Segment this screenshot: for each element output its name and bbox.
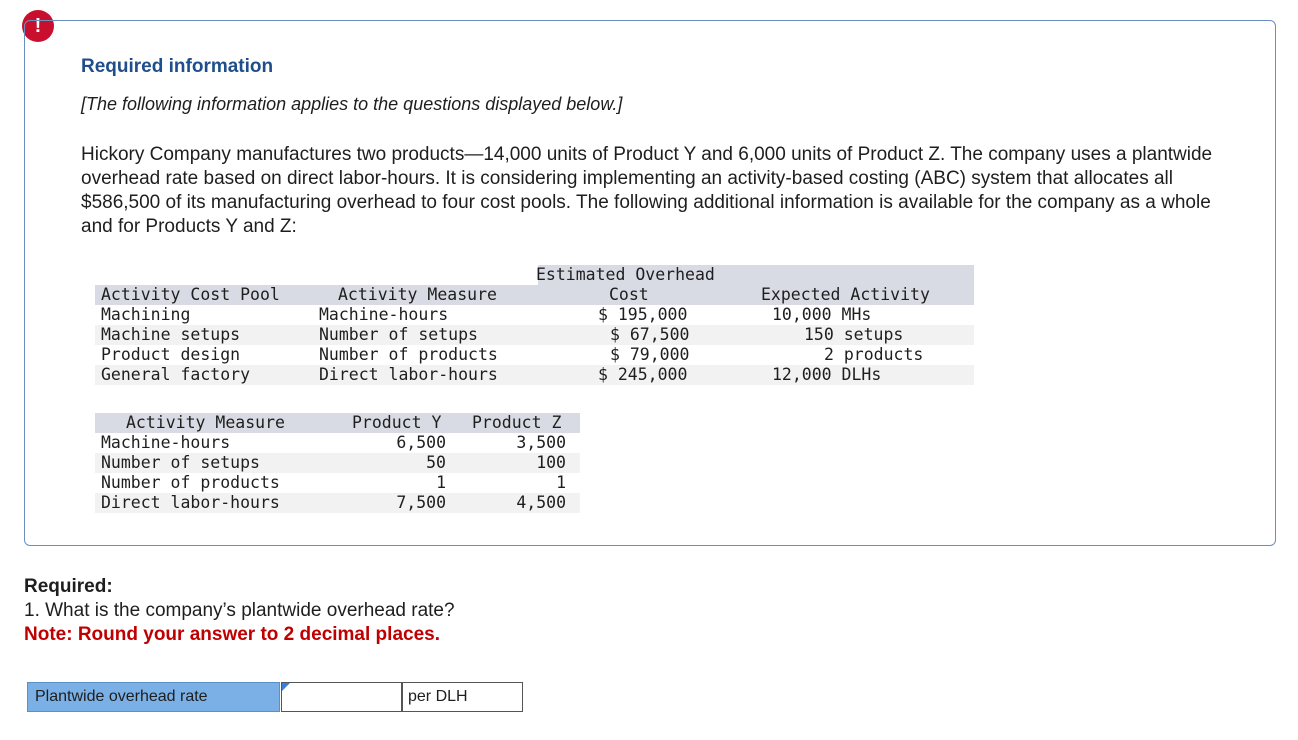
alert-icon: ! [22,10,54,42]
input-corner-marker [282,683,290,691]
header-product-z: Product Z [472,413,562,432]
product-z-value: 1 [556,473,566,492]
activity-measure: Direct labor-hours [101,493,280,512]
table-header-row [95,413,580,433]
table-row [95,305,974,325]
activity-measure: Number of products [101,473,280,492]
header-activity-cost-pool: Activity Cost Pool [101,285,280,304]
expected-activity: 12,000 DLHs [772,365,882,384]
product-y-value: 50 [426,453,446,472]
product-z-value: 100 [536,453,566,472]
plantwide-rate-input[interactable] [281,682,402,712]
table-row [95,433,580,453]
table-row [95,345,974,365]
header-expected-activity: Expected Activity [761,285,930,304]
required-heading: Required: [24,576,113,597]
activity-measure: Number of products [319,345,498,364]
activity-measure: Machine-hours [101,433,231,452]
table-row [95,493,580,513]
pool-name: General factory [101,365,251,384]
overhead-cost: $ 195,000 [598,305,688,324]
header-product-y: Product Y [352,413,442,432]
product-y-value: 6,500 [396,433,446,452]
header-estimated-overhead: Estimated Overhead [536,265,715,284]
table-header-row-2 [95,285,974,305]
pool-name: Product design [101,345,241,364]
expected-activity: 10,000 MHs [772,305,872,324]
table-row [95,473,580,493]
activity-measure: Direct labor-hours [319,365,498,384]
product-z-value: 3,500 [516,433,566,452]
answer-unit: per DLH [402,682,523,712]
pool-name: Machine setups [101,325,241,344]
header-activity-measure: Activity Measure [126,413,285,432]
overhead-cost: $ 79,000 [610,345,690,364]
table-row [95,453,580,473]
activity-measure: Number of setups [319,325,478,344]
overhead-cost: $ 67,500 [610,325,690,344]
product-y-value: 7,500 [396,493,446,512]
product-activity-table [95,413,580,513]
activity-measure: Number of setups [101,453,260,472]
overhead-cost: $ 245,000 [598,365,688,384]
problem-intro: Hickory Company manufactures two products—14,000 units of Product Y and 6,000 units of Product Z. The company uses a plantwide overhead rate based on direct labor-hours. It is considering implementing an activity-based costing (ABC) system that allocates all $586,500 of its manufacturing overhead to four cost pools. The following additional information is available for the company as a whole and for Products Y and Z: [81,144,1213,237]
info-title: Required information [81,56,274,77]
expected-activity: 2 products [824,345,924,364]
answer-label: Plantwide overhead rate [27,682,280,712]
activity-measure: Machine-hours [319,305,449,324]
rounding-note: Note: Round your answer to 2 decimal places. [24,624,440,645]
pool-name: Machining [101,305,191,324]
table-row [95,365,974,385]
required-question: 1. What is the company’s plantwide overhead rate? [24,600,455,621]
header-cost: Cost [609,285,649,304]
table-header-row-1 [95,265,974,285]
product-z-value: 4,500 [516,493,566,512]
header-activity-measure: Activity Measure [338,285,497,304]
product-y-value: 1 [436,473,446,492]
info-note: [The following information applies to the questions displayed below.] [81,94,623,114]
activity-cost-pool-table [95,265,974,385]
table-row [95,325,974,345]
expected-activity: 150 setups [804,325,904,344]
